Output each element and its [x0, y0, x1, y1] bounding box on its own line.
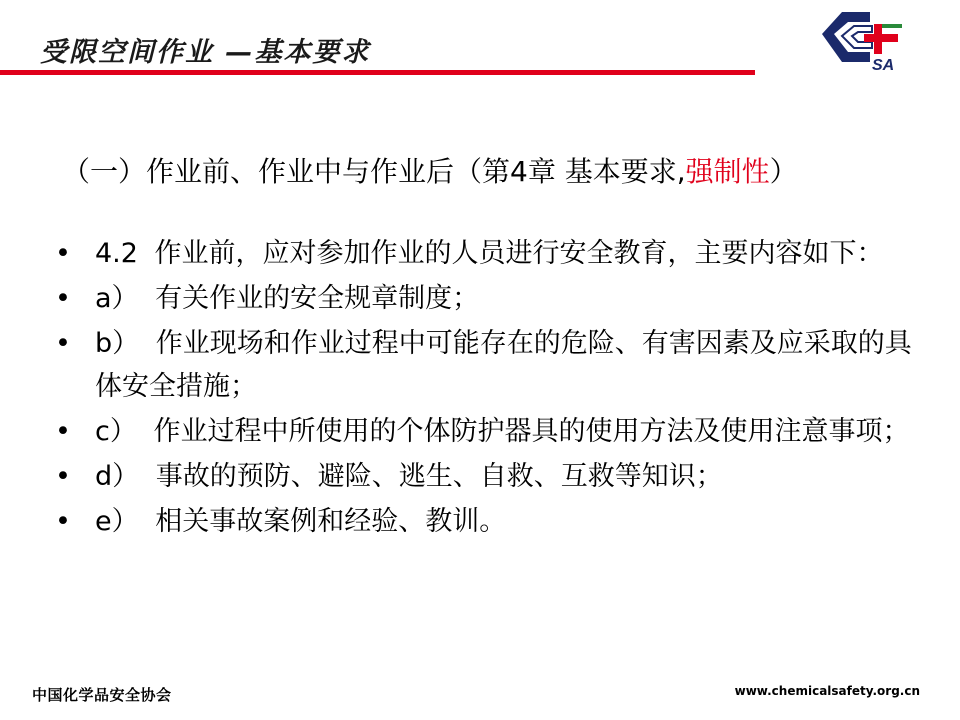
footer-url[interactable]: www.chemicalsafety.org.cn	[734, 684, 920, 698]
requirements-list	[55, 232, 915, 545]
header-divider	[0, 70, 755, 75]
item-label: d）	[95, 461, 140, 492]
item-label: c）	[95, 416, 137, 447]
heading-emphasis: 强制性	[685, 155, 770, 188]
list-item	[55, 232, 915, 275]
item-label: a）	[95, 283, 139, 314]
footer-organization: 中国化学品安全协会	[32, 686, 172, 704]
list-item	[55, 410, 915, 453]
item-text: 作业前，应对参加作业的人员进行安全教育，主要内容如下：	[154, 238, 884, 269]
list-item	[55, 277, 915, 320]
item-text: 事故的预防、避险、逃生、自救、互救等知识；	[155, 461, 723, 492]
list-item	[55, 455, 915, 498]
item-label: e）	[95, 506, 139, 537]
heading-suffix: ）	[769, 155, 798, 188]
logo-text: SA	[872, 57, 895, 74]
csa-logo	[812, 4, 922, 74]
item-text: 有关作业的安全规章制度；	[155, 283, 480, 314]
slide-heading	[62, 150, 922, 190]
item-text: 相关事故案例和经验、教训。	[155, 506, 507, 537]
list-item	[55, 500, 915, 543]
item-label: 4.2	[95, 238, 138, 269]
item-label: b）	[95, 328, 140, 359]
item-text: 作业过程中所使用的个体防护器具的使用方法及使用注意事项；	[153, 416, 910, 447]
heading-prefix: （一）作业前、作业中与作业后（第4章 基本要求,	[62, 155, 686, 188]
slide-header-title: 受限空间作业 —基本要求	[40, 37, 371, 68]
list-item	[55, 322, 915, 408]
item-text: 作业现场和作业过程中可能存在的危险、有害因素及应采取的具体安全措施；	[95, 328, 912, 402]
